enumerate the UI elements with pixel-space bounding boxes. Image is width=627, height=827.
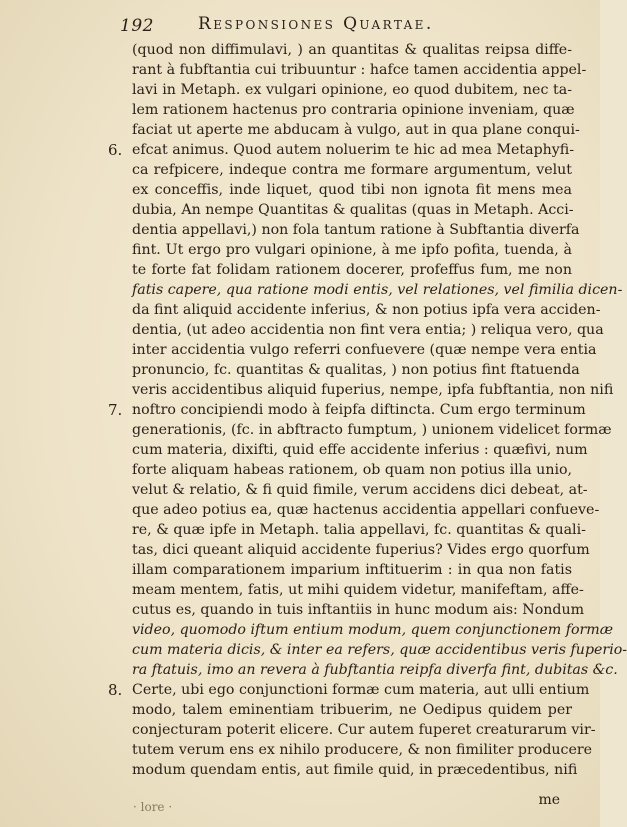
text-line: noftro concipiendi modo à feipfa diftincta. Cum ergo terminum (132, 402, 586, 418)
text-line: illam comparationem imparium inftituerim : in qua non fatis (132, 562, 572, 578)
text-line: lem rationem hactenus pro contraria opinione inveniam, quæ (132, 102, 575, 118)
text-line: rant à fubftantia cui tribuuntur : hafce tamen accidentia appel- (132, 62, 587, 78)
text-line: ca refpicere, indeque contra me formare argumentum, velut (132, 162, 572, 178)
text-line: re, & quæ ipfe in Metaph. talia appellavi, fc. quantitas & quali- (132, 522, 586, 538)
text-line: velut & relatio, & fi quid fimile, verum accidens dici debeat, at- (132, 482, 588, 498)
text-line-italic: cum materia dicis, & inter ea refers, quæ accidentibus veris fuperio- (132, 642, 627, 658)
page-header (120, 14, 580, 38)
running-head: Responsiones Quartae. (198, 14, 434, 34)
text-line: pronuncio, fc. quantitas & qualitas, ) non potius fint ftatuenda (132, 362, 580, 378)
text-line: inter accidentia vulgo referri confuevere (quæ nempe vera entia (132, 342, 597, 358)
catchword: me (538, 792, 560, 808)
text-line: modo, talem eminentiam tribuerim, ne Oedipus quidem per (132, 702, 572, 718)
text-line: cum materia, dixifti, quid effe accidente inferius : quæfivi, num (132, 442, 588, 458)
text-line: dentia, (ut adeo accidentia non fint vera entia; ) reliqua vero, qua (132, 322, 604, 338)
text-line: fint. Ut ergo pro vulgari opinione, à me ipfo pofita, tuenda, à (132, 242, 572, 258)
text-line: faciat ut aperte me abducam à vulgo, aut in qua plane conqui- (132, 122, 580, 138)
text-line: dentia appellavi,) non fola tantum ratione à Subftantia diverfa (132, 222, 580, 238)
margin-number-6: 6. (108, 141, 123, 159)
text-line: ex conceffis, inde liquet, quod tibi non ignota fit mens mea (132, 182, 572, 198)
text-line: meam mentem, fatis, ut mihi quidem videtur, manifeftam, affe- (132, 582, 584, 598)
text-line: conjecturam poterit elicere. Cur autem fuperet creaturarum vir- (132, 722, 596, 738)
text-line: lavi in Metaph. ex vulgari opinione, eo quod dubitem, nec ta- (132, 82, 572, 98)
text-line: tutem verum ens ex nihilo producere, & non fimiliter producere (132, 742, 593, 758)
text-line: Certe, ubi ego conjunctioni formæ cum materia, aut ulli entium (132, 682, 590, 698)
text-line: forte aliquam habeas rationem, ob quam non potius illa unio, (132, 462, 573, 478)
text-line: dubia, An nempe Quantitas & qualitas (quas in Metaph. Acci- (132, 202, 574, 218)
page-number: 192 (120, 16, 154, 36)
text-line-italic: video, quomodo iftum entium modum, quem conjunctionem formæ (132, 622, 614, 638)
text-line: tas, dici queant aliquid accidente fuperius? Vides ergo quorfum (132, 542, 590, 558)
margin-number-7: 7. (108, 401, 123, 419)
text-line-italic: ra ftatuis, imo an revera à fubftantia reipfa diverfa fint, dubitas &c. (132, 662, 618, 678)
text-line-italic: fatis capere, qua ratione modi entis, vel relationes, vel fimilia dicen- (132, 282, 623, 298)
margin-number-8: 8. (108, 681, 123, 699)
text-line: modum quendam entis, aut fimile quid, in præcedentibus, nifi (132, 762, 578, 778)
text-line: te forte fat folidam rationem docerer, profeffus fum, me non (132, 262, 572, 278)
text-line: (quod non diffimulavi, ) an quantitas & qualitas reipsa diffe- (132, 42, 572, 58)
text-line: veris accidentibus aliquid fuperius, nempe, ipfa fubftantia, non nifi (132, 382, 614, 398)
text-line: da fint aliquid accidente inferius, & non potius ipfa vera acciden- (132, 302, 601, 318)
text-line: efcat animus. Quod autem noluerim te hic ad mea Metaphyfi- (132, 142, 575, 158)
text-line: generationis, (fc. in abftracto fumptum, ) unionem videlicet formæ (132, 422, 612, 438)
text-line: que adeo potius ea, quæ hactenus accidentia appellari confueve- (132, 502, 600, 518)
ink-smudge: · lore · (133, 800, 173, 814)
text-line: cutus es, quando in tuis inftantiis in hunc modum ais: Nondum (132, 602, 585, 618)
